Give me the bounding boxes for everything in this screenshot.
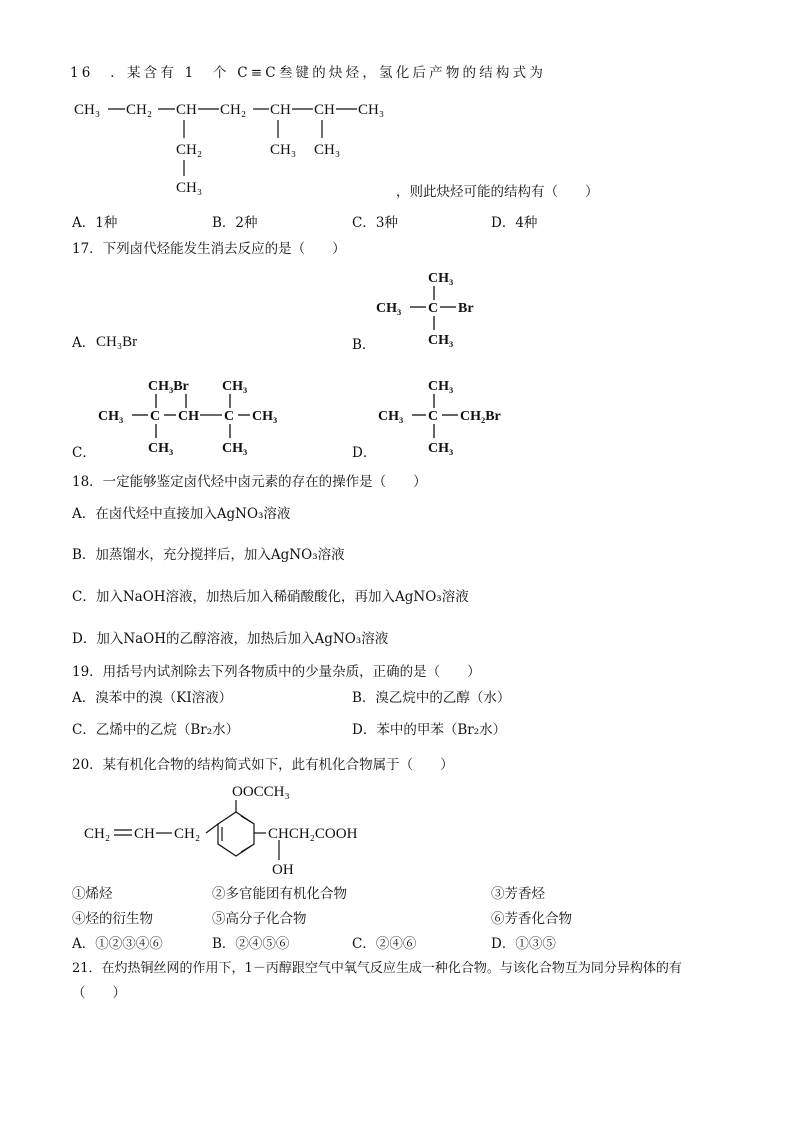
q20-right: CHCH₂COOH [268,826,358,842]
q16-structure [70,92,410,202]
q20-bottom: OH [272,862,294,878]
q17-option-c-label: C． [72,445,96,461]
q17d-c: C [428,409,439,424]
q17c-c1: C [150,409,161,424]
q20-prop-1: ①烯烃 [72,886,113,902]
q17c-bota: CH₃ [148,441,174,456]
q17-option-d-structure [372,374,522,460]
q20-structure [82,778,382,882]
q16-sub-ch3: CH₃ [176,180,203,196]
q20-prop-5: ⑤高分子化合物 [212,911,307,927]
q19-option-d: D．苯中的甲苯（Br₂水） [352,722,507,738]
q20-prop-4: ④烃的衍生物 [72,911,153,927]
q16-option-c: C．3种 [352,215,398,231]
q16-ch3a: CH₃ [74,102,101,118]
q17d-bottom: CH₃ [428,441,454,456]
q16-ch2b: CH₂ [220,102,247,118]
q16-option-b: B．2种 [212,215,258,231]
q16-option-a: A．1种 [72,215,118,231]
q16-option-d: D．4种 [491,215,538,231]
q21-bracket: （ ） [72,985,126,1001]
q16-ch2a: CH₂ [126,102,153,118]
q20-option-c: C．②④⑥ [352,936,417,952]
q17c-c2: C [224,409,235,424]
q17c-topa: CH₃Br [148,379,189,394]
q16-ch1: CH [176,102,197,118]
q17-option-d-label: D． [352,445,377,461]
q20-stem: 20．某有机化合物的结构简式如下，此有机化合物属于（ ） [72,757,454,773]
q17c-ch: CH [178,409,199,424]
q17c-right: CH₃ [252,409,278,424]
q20-left: CH₂ [84,826,111,842]
q17-option-b-structure [372,266,492,352]
q20-option-d: D．①③⑤ [491,936,556,952]
q17d-top: CH₃ [428,379,454,394]
q17b-right: Br [458,301,474,316]
q17-stem: 17．下列卤代烃能发生消去反应的是（ ） [72,241,346,257]
q16-ch3b: CH₃ [358,102,385,118]
q19-stem: 19．用括号内试剂除去下列各物质中的少量杂质，正确的是（ ） [72,664,481,680]
q20-prop-3: ③芳香烃 [491,886,545,902]
q16-stem: 16 ．某含有 1 个 C≡C叁键的炔烃，氢化后产物的结构式为 [70,65,547,81]
q21-stem: 21．在灼热铜丝网的作用下，1－丙醇跟空气中氧气反应生成一种化合物。与该化合物互为同分异构体的有 [72,961,682,976]
q17b-left: CH₃ [376,301,402,316]
q17b-bottom: CH₃ [428,333,454,348]
q16-sub-ch2: CH₂ [176,142,203,158]
q16-sub-ch3-2: CH₃ [270,142,297,158]
q20-prop-2: ②多官能团有机化合物 [212,886,347,902]
q16-ch2: CH [270,102,291,118]
q16-sub-ch3-3: CH₃ [314,142,341,158]
q17-option-a-formula: CH₃Br [96,334,138,350]
q17c-topb: CH₃ [222,379,248,394]
q16-tail: ，则此炔烃可能的结构有（ ） [396,184,599,200]
q19-option-b: B．溴乙烷中的乙醇（水） [352,690,511,706]
q17-option-a-label: A． [72,335,96,351]
q18-option-c: C．加入NaOH溶液，加热后加入稀硝酸酸化，再加入AgNO₃溶液 [72,589,469,605]
q17b-top: CH₃ [428,271,454,286]
q19-option-a: A．溴苯中的溴（KI溶液） [72,690,233,706]
q17d-left: CH₃ [378,409,404,424]
q17c-botb: CH₃ [222,441,248,456]
q17d-right: CH₂Br [460,409,501,424]
q18-option-b: B．加蒸馏水，充分搅拌后，加入AgNO₃溶液 [72,547,345,563]
q18-stem: 18．一定能够鉴定卤代烃中卤元素的存在的操作是（ ） [72,474,427,490]
q20-option-a: A．①②③④⑥ [72,936,163,952]
q17-option-c-structure [94,374,294,460]
q17c-left: CH₃ [98,409,124,424]
q20-top: OOCCH₃ [232,784,290,800]
q19-option-c: C．乙烯中的乙烷（Br₂水） [72,722,240,738]
q20-ch2: CH₂ [174,826,201,842]
q18-option-d: D．加入NaOH的乙醇溶液，加热后加入AgNO₃溶液 [72,631,389,647]
q18-option-a: A．在卤代烃中直接加入AgNO₃溶液 [72,506,291,522]
q16-ch3: CH [314,102,335,118]
q17b-c: C [428,301,439,316]
q20-dbl: CH [134,826,155,842]
q17-option-b-label: B． [352,337,376,353]
q20-prop-6: ⑥芳香化合物 [491,911,572,927]
q20-option-b: B．②④⑤⑥ [212,936,290,952]
